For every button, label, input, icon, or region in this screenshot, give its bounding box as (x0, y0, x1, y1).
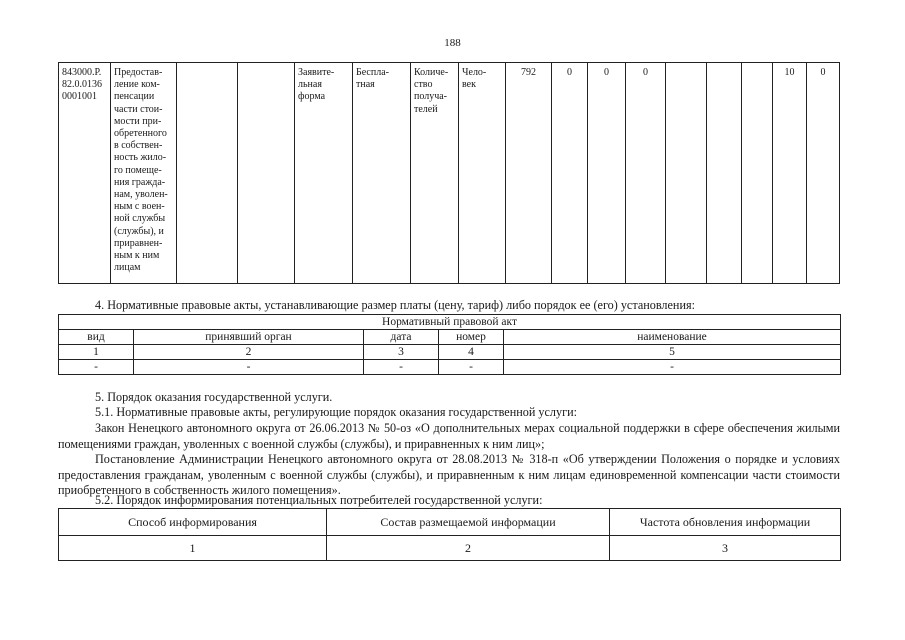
value-year-1: 0 (552, 63, 588, 284)
deviation-percent: 10 (773, 63, 807, 284)
section-5-1-heading: 5.1. Нормативные правовые акты, регулирующие порядок оказания государственной услуги: (95, 405, 577, 419)
col-number: 3 (364, 345, 439, 360)
empty-cell (707, 63, 742, 284)
value-year-2: 0 (588, 63, 626, 284)
header-title: наименование (504, 330, 841, 345)
legal-acts-title: Нормативный правовой акт (59, 315, 841, 330)
header-method: Способ информирования (59, 509, 327, 536)
header-authority: принявший орган (134, 330, 364, 345)
empty-cell (666, 63, 707, 284)
header-date: дата (364, 330, 439, 345)
table-row (59, 360, 841, 375)
cell-dash: - (504, 360, 841, 375)
col-number: 4 (439, 345, 504, 360)
cell-dash: - (364, 360, 439, 375)
informing-table (58, 508, 841, 561)
header-frequency: Частота обновления информации (610, 509, 841, 536)
cell-dash: - (59, 360, 134, 375)
header-row (59, 509, 841, 536)
empty-cell (238, 63, 295, 284)
section-5-heading: 5. Порядок оказания государственной услуги. (95, 390, 333, 404)
section-5-2-heading: 5.2. Порядок информирования потенциальных потребителей государственной услуги: (95, 493, 543, 507)
header-content: Состав размещаемой информации (327, 509, 610, 536)
column-number-row (59, 345, 841, 360)
resolution-paragraph: Постановление Администрации Ненецкого автономного округа от 28.08.2013 № 318-п «Об утверждении Положения о порядке и условиях предоставления гражданам, уволенным с военной службы (службы), и приравненным к ним лицам единовременной компенсации части стоимости приобретенного в собственность жилого помещения». (58, 452, 840, 497)
cell-dash: - (134, 360, 364, 375)
service-form: Заявите- льная форма (295, 63, 353, 284)
unit-name: Чело- век (459, 63, 506, 284)
value-year-3: 0 (626, 63, 666, 284)
col-number: 2 (327, 536, 610, 561)
empty-cell (177, 63, 238, 284)
indicator-name: Количе- ство получа- телей (411, 63, 459, 284)
legal-acts-table (58, 314, 841, 375)
cell-dash: - (439, 360, 504, 375)
section-4-heading: 4. Нормативные правовые акты, устанавливающие размер платы (цену, тариф) либо порядок ее (его) установления: (95, 298, 695, 312)
col-number: 3 (610, 536, 841, 561)
service-code: 843000.Р. 82.0.0136 0001001 (59, 63, 111, 284)
col-number: 5 (504, 345, 841, 360)
service-description: Предостав- ление ком- пенсации части стои- мости при- обретенного в собствен- ность жило- го помеще- ния граждa- нам, уволен- ным с воен- ной службы (службы), и приравнен- ным к ним лицам (111, 63, 177, 284)
col-number: 2 (134, 345, 364, 360)
col-number: 1 (59, 536, 327, 561)
header-row (59, 330, 841, 345)
column-number-row (59, 536, 841, 561)
service-table (58, 62, 840, 284)
empty-cell (742, 63, 773, 284)
header-number: номер (439, 330, 504, 345)
law-paragraph: Закон Ненецкого автономного округа от 26.06.2013 № 50-оз «О дополнительных мерах социальной поддержки в сфере обеспечения жилыми помещениями граждан, уволенных с военной службы (службы), и приравненных к ним лиц»; (58, 421, 840, 451)
okei-code: 792 (506, 63, 552, 284)
service-payment: Беспла- тная (353, 63, 411, 284)
col-number: 1 (59, 345, 134, 360)
deviation-absolute: 0 (807, 63, 840, 284)
page-number: 188 (444, 37, 461, 49)
service-row (59, 63, 840, 284)
header-type: вид (59, 330, 134, 345)
